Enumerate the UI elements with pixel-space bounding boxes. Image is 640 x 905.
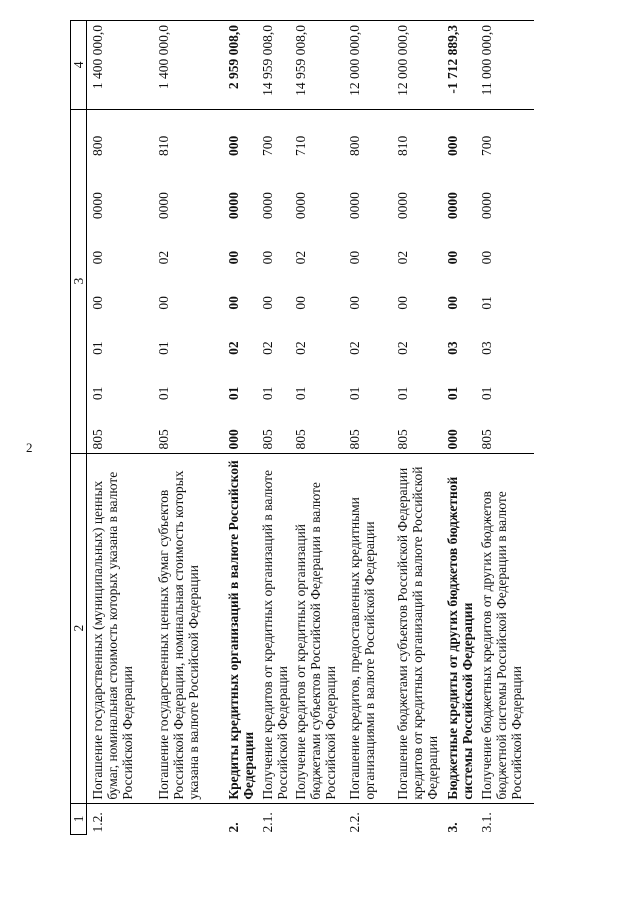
row-number: 2.1. <box>259 812 275 833</box>
table-row <box>223 21 257 835</box>
row-name: Кредиты кредитных организаций в валюте Российской Федерации <box>223 453 257 803</box>
row-amount: 12 000 000,0 <box>392 21 442 110</box>
code-operation: 810 <box>155 135 171 156</box>
code-subarticle: 00 <box>346 250 362 265</box>
code-article: 00 <box>155 296 171 310</box>
row-name: Получение кредитов от кредитных организаций в валюте Российской Федерации <box>257 453 290 803</box>
code-subarticle: 00 <box>90 250 105 265</box>
code-group: 01 <box>478 386 494 401</box>
code-subarticle: 00 <box>444 250 460 265</box>
table-header-row <box>71 21 87 835</box>
table-row <box>392 21 442 835</box>
code-admin: 805 <box>90 429 105 450</box>
code-subarticle: 00 <box>259 250 275 265</box>
row-name: Погашение бюджетами субъектов Российской Федерации кредитов от кредитных организаций в валюте Российской Федерации <box>392 453 442 803</box>
sources-financing-table <box>70 20 534 835</box>
code-group: 01 <box>225 386 241 401</box>
code-article: 00 <box>90 296 105 310</box>
code-subarticle: 00 <box>225 250 241 265</box>
row-number <box>290 803 344 834</box>
code-article: 00 <box>259 296 275 310</box>
code-element: 0000 <box>225 192 241 220</box>
code-operation: 800 <box>346 135 362 156</box>
code-operation: 700 <box>259 135 275 156</box>
row-amount: 12 000 000,0 <box>344 21 392 110</box>
code-group: 01 <box>394 386 410 401</box>
header-col-3: 3 <box>71 109 87 453</box>
code-group: 01 <box>259 386 275 401</box>
code-operation: 710 <box>292 135 308 156</box>
code-article: 00 <box>346 296 362 310</box>
code-group: 01 <box>292 386 308 401</box>
code-element: 0000 <box>292 192 308 220</box>
code-subarticle: 02 <box>292 250 308 265</box>
row-amount: 2 959 008,0 <box>223 21 257 110</box>
row-name: Получение бюджетных кредитов от других бюджетов бюджетной системы Российской Федерации в валюте Российской Федерации <box>476 453 534 803</box>
code-operation: 000 <box>225 135 241 156</box>
code-operation: 000 <box>444 135 460 156</box>
page-number: 2 <box>26 440 33 455</box>
code-admin: 805 <box>346 429 362 450</box>
code-subgroup: 02 <box>292 341 308 355</box>
table-row <box>290 21 344 835</box>
row-amount: 11 000 000,0 <box>476 21 534 110</box>
code-element: 0000 <box>259 192 275 220</box>
row-name: Погашение кредитов, предоставленных кредитными организациями в валюте Российской Федерации <box>344 453 392 803</box>
header-col-2: 2 <box>71 453 87 803</box>
code-admin: 805 <box>478 429 494 450</box>
row-amount: 14 959 008,0 <box>290 21 344 110</box>
row-number: 1.2. <box>90 812 105 833</box>
code-subgroup: 01 <box>90 341 105 355</box>
row-amount: 1 400 000,0 <box>153 21 223 110</box>
code-article: 00 <box>292 296 308 310</box>
row-name: Бюджетные кредиты от других бюджетов бюджетной системы Российской Федерации <box>442 453 476 803</box>
row-number: 3.1. <box>478 812 494 833</box>
code-operation: 810 <box>394 135 410 156</box>
row-name: Погашение государственных (муниципальных) ценных бумаг, номинальная стоимость которых указана в валюте Российской Федерации <box>87 453 153 803</box>
row-number: 2. <box>225 822 241 833</box>
code-subgroup: 03 <box>478 341 494 355</box>
table-row <box>442 21 476 835</box>
table-row <box>476 21 534 835</box>
code-article: 01 <box>478 296 494 310</box>
row-number: 2.2. <box>346 812 362 833</box>
code-subarticle: 00 <box>478 250 494 265</box>
code-admin: 805 <box>155 429 171 450</box>
code-subgroup: 03 <box>444 341 460 355</box>
code-subgroup: 02 <box>259 341 275 355</box>
code-subgroup: 02 <box>394 341 410 355</box>
code-admin: 805 <box>394 429 410 450</box>
code-group: 01 <box>346 386 362 401</box>
code-element: 0000 <box>478 192 494 220</box>
code-element: 0000 <box>155 192 171 220</box>
row-amount: 1 400 000,0 <box>87 21 153 110</box>
code-group: 01 <box>444 386 460 401</box>
row-amount: -1 712 889,3 <box>442 21 476 110</box>
header-col-1: 1 <box>71 803 87 834</box>
code-article: 00 <box>394 296 410 310</box>
code-group: 01 <box>90 386 105 401</box>
code-subarticle: 02 <box>155 250 171 265</box>
code-operation: 800 <box>90 135 105 156</box>
code-article: 00 <box>225 296 241 310</box>
code-admin: 000 <box>444 429 460 450</box>
code-admin: 805 <box>259 429 275 450</box>
code-element: 0000 <box>394 192 410 220</box>
header-col-4: 4 <box>71 21 87 110</box>
code-element: 0000 <box>444 192 460 220</box>
code-element: 0000 <box>90 192 105 220</box>
row-amount: 14 959 008,0 <box>257 21 290 110</box>
table-row <box>87 21 153 835</box>
code-admin: 805 <box>292 429 308 450</box>
code-subgroup: 01 <box>155 341 171 355</box>
code-subarticle: 02 <box>394 250 410 265</box>
table-row <box>344 21 392 835</box>
rotated-table-wrapper <box>70 20 602 835</box>
table-body <box>87 21 534 835</box>
row-number <box>392 803 442 834</box>
code-admin: 000 <box>225 429 241 450</box>
code-element: 0000 <box>346 192 362 220</box>
row-name: Погашение государственных ценных бумаг субъектов Российской Федерации, номинальная стоимость которых указана в валюте Российской Федерации <box>153 453 223 803</box>
row-name: Получение кредитов от кредитных организаций бюджетами субъектов Российской Федерации в валюте Российской Федерации <box>290 453 344 803</box>
code-group: 01 <box>155 386 171 401</box>
table-row <box>153 21 223 835</box>
row-number <box>153 803 223 834</box>
code-article: 00 <box>444 296 460 310</box>
code-subgroup: 02 <box>346 341 362 355</box>
code-operation: 700 <box>478 135 494 156</box>
code-subgroup: 02 <box>225 341 241 355</box>
table-row <box>257 21 290 835</box>
row-number: 3. <box>444 822 460 833</box>
